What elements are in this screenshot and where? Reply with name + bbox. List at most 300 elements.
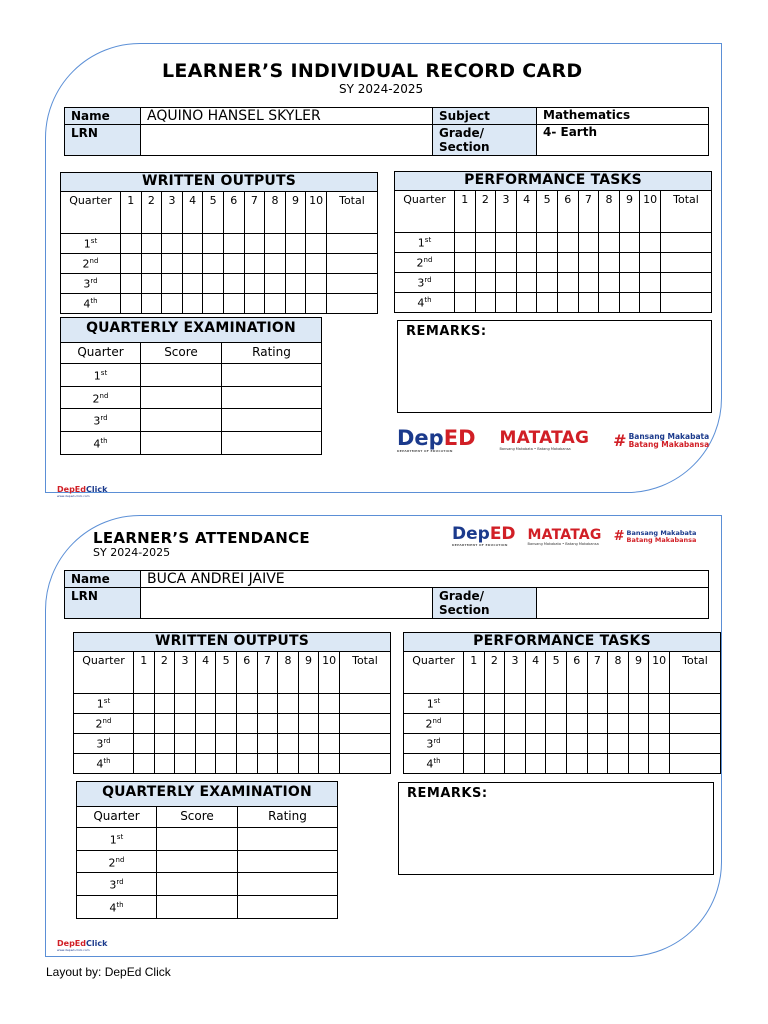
score-cell[interactable] — [154, 754, 175, 774]
score-cell[interactable] — [285, 254, 306, 274]
score-cell[interactable] — [640, 233, 661, 253]
score-cell[interactable] — [525, 694, 546, 714]
score-cell[interactable] — [669, 734, 720, 754]
score-cell[interactable] — [236, 694, 257, 714]
score-cell[interactable] — [484, 734, 505, 754]
score-cell[interactable] — [121, 274, 142, 294]
school-year: SY 2024-2025 — [339, 82, 424, 96]
score-cell[interactable] — [578, 233, 599, 253]
quarter-header: Quarter — [74, 652, 134, 694]
exam-score-cell[interactable] — [157, 850, 238, 873]
total-header: Total — [339, 652, 390, 694]
score-cell[interactable] — [587, 694, 608, 714]
score-cell[interactable] — [141, 294, 162, 314]
logo-group-bottom — [452, 526, 696, 547]
score-cell[interactable] — [578, 293, 599, 313]
score-cell[interactable] — [306, 254, 327, 274]
quarter-label: 3rd — [61, 409, 141, 432]
score-cell[interactable] — [628, 694, 649, 714]
quarter-label: 3rd — [404, 734, 464, 754]
task-number-header: 2 — [154, 652, 175, 694]
score-cell[interactable] — [244, 234, 265, 254]
score-cell[interactable] — [195, 694, 216, 714]
grade-value — [537, 588, 709, 619]
score-cell[interactable] — [195, 714, 216, 734]
exam-rating-cell[interactable] — [238, 850, 338, 873]
task-number-header: 2 — [475, 191, 496, 233]
bansang-makabata-logo: # Bansang Makabata Batang Makabansa — [613, 529, 697, 544]
score-cell[interactable] — [326, 254, 377, 274]
score-cell[interactable] — [236, 754, 257, 774]
exam-column-header: Quarter — [77, 807, 157, 828]
score-cell[interactable] — [599, 233, 620, 253]
score-cell[interactable] — [154, 694, 175, 714]
score-cell[interactable] — [182, 274, 203, 294]
layout-credit: Layout by: DepEd Click — [46, 965, 171, 979]
name-value: BUCA ANDREI JAIVE — [141, 571, 709, 588]
task-number-header: 1 — [455, 191, 476, 233]
performance-tasks-table — [403, 632, 721, 774]
score-cell[interactable] — [175, 694, 196, 714]
remarks-box — [397, 320, 712, 413]
score-cell[interactable] — [195, 734, 216, 754]
score-cell[interactable] — [455, 273, 476, 293]
task-number-header: 8 — [278, 652, 299, 694]
task-number-header: 9 — [619, 191, 640, 233]
school-year: SY 2024-2025 — [93, 546, 171, 559]
quarter-label: 2nd — [74, 714, 134, 734]
score-cell[interactable] — [257, 754, 278, 774]
score-cell[interactable] — [599, 253, 620, 273]
score-cell[interactable] — [484, 714, 505, 734]
score-cell[interactable] — [496, 273, 517, 293]
score-cell[interactable] — [223, 274, 244, 294]
exam-column-header: Score — [141, 343, 222, 364]
score-cell[interactable] — [121, 234, 142, 254]
total-header: Total — [326, 192, 377, 234]
remarks-box — [398, 782, 714, 875]
score-cell[interactable] — [455, 253, 476, 273]
exam-score-cell[interactable] — [157, 873, 238, 896]
score-cell[interactable] — [298, 754, 319, 774]
exam-score-cell[interactable] — [157, 895, 238, 918]
score-cell[interactable] — [265, 274, 286, 294]
quarter-label: 2nd — [395, 253, 455, 273]
score-cell[interactable] — [566, 734, 587, 754]
score-cell[interactable] — [162, 254, 183, 274]
lrn-label: LRN — [65, 588, 141, 619]
name-value: AQUINO HANSEL SKYLER — [141, 108, 433, 125]
score-cell[interactable] — [546, 714, 567, 734]
score-cell[interactable] — [484, 754, 505, 774]
score-cell[interactable] — [608, 694, 629, 714]
score-cell[interactable] — [525, 714, 546, 734]
score-cell[interactable] — [608, 714, 629, 734]
score-cell[interactable] — [154, 714, 175, 734]
score-cell[interactable] — [244, 254, 265, 274]
exam-score-cell[interactable] — [141, 409, 222, 432]
score-cell[interactable] — [121, 294, 142, 314]
score-cell[interactable] — [505, 694, 526, 714]
quarter-label: 4th — [74, 754, 134, 774]
performance-tasks-table — [394, 171, 712, 313]
exam-score-cell[interactable] — [141, 431, 222, 454]
task-number-header: 8 — [265, 192, 286, 234]
score-cell[interactable] — [475, 293, 496, 313]
score-cell[interactable] — [203, 274, 224, 294]
score-cell[interactable] — [326, 294, 377, 314]
quarter-label: 1st — [404, 694, 464, 714]
name-label: Name — [65, 571, 141, 588]
lrn-label: LRN — [65, 125, 141, 156]
name-label: Name — [65, 108, 141, 125]
score-cell[interactable] — [298, 714, 319, 734]
exam-rating-cell[interactable] — [222, 409, 322, 432]
score-cell[interactable] — [162, 274, 183, 294]
quarter-label: 4th — [395, 293, 455, 313]
score-cell[interactable] — [134, 714, 155, 734]
task-number-header: 3 — [162, 192, 183, 234]
task-number-header: 10 — [319, 652, 340, 694]
score-cell[interactable] — [640, 273, 661, 293]
score-cell[interactable] — [546, 734, 567, 754]
task-number-header: 1 — [121, 192, 142, 234]
total-header: Total — [660, 191, 711, 233]
score-cell[interactable] — [464, 694, 485, 714]
score-cell[interactable] — [285, 274, 306, 294]
score-cell[interactable] — [619, 253, 640, 273]
exam-score-cell[interactable] — [141, 364, 222, 387]
score-cell[interactable] — [162, 294, 183, 314]
quarter-label: 3rd — [77, 873, 157, 896]
score-cell[interactable] — [216, 754, 237, 774]
task-number-header: 6 — [223, 192, 244, 234]
score-cell[interactable] — [628, 714, 649, 734]
task-number-header: 8 — [608, 652, 629, 694]
score-cell[interactable] — [257, 714, 278, 734]
score-cell[interactable] — [298, 694, 319, 714]
task-number-header: 5 — [216, 652, 237, 694]
score-cell[interactable] — [525, 734, 546, 754]
score-cell[interactable] — [278, 694, 299, 714]
score-cell[interactable] — [216, 714, 237, 734]
score-cell[interactable] — [455, 233, 476, 253]
task-number-header: 4 — [516, 191, 537, 233]
lrn-value — [141, 125, 433, 156]
score-cell[interactable] — [265, 254, 286, 274]
score-cell[interactable] — [516, 253, 537, 273]
score-cell[interactable] — [505, 734, 526, 754]
deped-logo: DepED DEPARTMENT OF EDUCATION — [397, 426, 476, 453]
score-cell[interactable] — [619, 233, 640, 253]
quarter-label: 3rd — [74, 734, 134, 754]
score-cell[interactable] — [566, 754, 587, 774]
depedclick-watermark: DepEdClick www.deped-click.com — [57, 939, 108, 952]
learner-info-table — [64, 570, 709, 619]
score-cell[interactable] — [475, 273, 496, 293]
task-number-header: 9 — [298, 652, 319, 694]
score-cell[interactable] — [566, 694, 587, 714]
exam-score-cell[interactable] — [141, 386, 222, 409]
task-number-header: 6 — [566, 652, 587, 694]
score-cell[interactable] — [669, 694, 720, 714]
score-cell[interactable] — [660, 233, 711, 253]
quarterly-exam-table — [60, 317, 322, 455]
score-cell[interactable] — [505, 714, 526, 734]
score-cell[interactable] — [298, 734, 319, 754]
quarter-label: 3rd — [395, 273, 455, 293]
card-title: LEARNER’S INDIVIDUAL RECORD CARD — [162, 60, 583, 82]
score-cell[interactable] — [587, 734, 608, 754]
score-cell[interactable] — [516, 233, 537, 253]
score-cell[interactable] — [134, 754, 155, 774]
quarter-label: 2nd — [61, 386, 141, 409]
task-number-header: 2 — [141, 192, 162, 234]
score-cell[interactable] — [587, 714, 608, 734]
matatag-logo: MATATAG Bansang Makabata • Batang Makabansa — [499, 428, 590, 451]
exam-score-cell[interactable] — [157, 828, 238, 851]
score-cell[interactable] — [265, 234, 286, 254]
score-cell[interactable] — [134, 734, 155, 754]
score-cell[interactable] — [278, 754, 299, 774]
score-cell[interactable] — [134, 694, 155, 714]
score-cell[interactable] — [319, 694, 340, 714]
score-cell[interactable] — [326, 234, 377, 254]
score-cell[interactable] — [257, 694, 278, 714]
score-cell[interactable] — [265, 294, 286, 314]
score-cell[interactable] — [306, 294, 327, 314]
score-cell[interactable] — [141, 234, 162, 254]
score-cell[interactable] — [516, 293, 537, 313]
written-outputs-table — [73, 632, 391, 774]
exam-rating-cell[interactable] — [222, 364, 322, 387]
score-cell[interactable] — [319, 734, 340, 754]
task-number-header: 6 — [557, 191, 578, 233]
task-number-header: 3 — [505, 652, 526, 694]
grade-value: 4- Earth — [537, 125, 709, 156]
score-cell[interactable] — [236, 734, 257, 754]
exam-rating-cell[interactable] — [238, 828, 338, 851]
score-cell[interactable] — [141, 254, 162, 274]
exam-rating-cell[interactable] — [238, 873, 338, 896]
task-number-header: 4 — [182, 192, 203, 234]
quarter-header: Quarter — [61, 192, 121, 234]
score-cell[interactable] — [475, 253, 496, 273]
task-number-header: 1 — [134, 652, 155, 694]
score-cell[interactable] — [175, 754, 196, 774]
quarter-label: 4th — [61, 294, 121, 314]
quarter-header: Quarter — [404, 652, 464, 694]
remarks-label: REMARKS: — [407, 786, 488, 801]
score-cell[interactable] — [278, 714, 299, 734]
score-cell[interactable] — [484, 694, 505, 714]
score-cell[interactable] — [223, 234, 244, 254]
score-cell[interactable] — [339, 694, 390, 714]
score-cell[interactable] — [216, 694, 237, 714]
score-cell[interactable] — [587, 754, 608, 774]
section-title: PERFORMANCE TASKS — [404, 633, 721, 652]
score-cell[interactable] — [669, 754, 720, 774]
score-cell[interactable] — [660, 273, 711, 293]
score-cell[interactable] — [578, 273, 599, 293]
exam-column-header: Rating — [238, 807, 338, 828]
task-number-header: 9 — [628, 652, 649, 694]
score-cell[interactable] — [141, 274, 162, 294]
section-title: QUARTERLY EXAMINATION — [61, 318, 322, 343]
task-number-header: 10 — [306, 192, 327, 234]
score-cell[interactable] — [203, 294, 224, 314]
score-cell[interactable] — [496, 233, 517, 253]
score-cell[interactable] — [496, 253, 517, 273]
score-cell[interactable] — [203, 254, 224, 274]
score-cell[interactable] — [475, 233, 496, 253]
subject-value: Mathematics — [537, 108, 709, 125]
deped-logo: DepED DEPARTMENT OF EDUCATION — [452, 524, 516, 547]
learner-info-table — [64, 107, 709, 156]
score-cell[interactable] — [326, 274, 377, 294]
depedclick-watermark: DepEdClick www.deped-click.com — [57, 485, 108, 498]
exam-rating-cell[interactable] — [222, 431, 322, 454]
quarter-label: 4th — [404, 754, 464, 774]
score-cell[interactable] — [669, 714, 720, 734]
score-cell[interactable] — [649, 714, 670, 734]
score-cell[interactable] — [244, 294, 265, 314]
score-cell[interactable] — [649, 754, 670, 774]
score-cell[interactable] — [557, 253, 578, 273]
score-cell[interactable] — [223, 294, 244, 314]
score-cell[interactable] — [599, 273, 620, 293]
quarter-label: 2nd — [61, 254, 121, 274]
quarter-label: 4th — [61, 431, 141, 454]
task-number-header: 10 — [640, 191, 661, 233]
task-number-header: 1 — [464, 652, 485, 694]
score-cell[interactable] — [557, 273, 578, 293]
task-number-header: 9 — [285, 192, 306, 234]
score-cell[interactable] — [566, 714, 587, 734]
quarter-label: 3rd — [61, 274, 121, 294]
score-cell[interactable] — [628, 734, 649, 754]
bansang-makabata-logo: # Bansang Makabata Batang Makabansa — [613, 431, 710, 450]
score-cell[interactable] — [306, 234, 327, 254]
score-cell[interactable] — [236, 714, 257, 734]
score-cell[interactable] — [660, 293, 711, 313]
score-cell[interactable] — [640, 293, 661, 313]
exam-rating-cell[interactable] — [238, 895, 338, 918]
score-cell[interactable] — [182, 254, 203, 274]
quarter-label: 1st — [77, 828, 157, 851]
score-cell[interactable] — [505, 754, 526, 774]
score-cell[interactable] — [537, 253, 558, 273]
score-cell[interactable] — [455, 293, 476, 313]
task-number-header: 8 — [599, 191, 620, 233]
task-number-header: 7 — [578, 191, 599, 233]
score-cell[interactable] — [608, 754, 629, 774]
exam-column-header: Quarter — [61, 343, 141, 364]
score-cell[interactable] — [608, 734, 629, 754]
score-cell[interactable] — [619, 273, 640, 293]
task-number-header: 7 — [587, 652, 608, 694]
task-number-header: 5 — [203, 192, 224, 234]
score-cell[interactable] — [464, 734, 485, 754]
task-number-header: 4 — [525, 652, 546, 694]
score-cell[interactable] — [339, 754, 390, 774]
score-cell[interactable] — [546, 754, 567, 774]
score-cell[interactable] — [537, 293, 558, 313]
score-cell[interactable] — [203, 234, 224, 254]
score-cell[interactable] — [649, 734, 670, 754]
task-number-header: 3 — [175, 652, 196, 694]
score-cell[interactable] — [257, 734, 278, 754]
score-cell[interactable] — [464, 714, 485, 734]
grade-label: Grade/ Section — [433, 125, 537, 156]
score-cell[interactable] — [628, 754, 649, 774]
score-cell[interactable] — [537, 233, 558, 253]
section-title: PERFORMANCE TASKS — [395, 172, 712, 191]
score-cell[interactable] — [244, 274, 265, 294]
quarter-label: 2nd — [77, 850, 157, 873]
score-cell[interactable] — [154, 734, 175, 754]
score-cell[interactable] — [306, 274, 327, 294]
score-cell[interactable] — [285, 294, 306, 314]
score-cell[interactable] — [599, 293, 620, 313]
score-cell[interactable] — [162, 234, 183, 254]
exam-column-header: Score — [157, 807, 238, 828]
score-cell[interactable] — [175, 714, 196, 734]
task-number-header: 5 — [546, 652, 567, 694]
score-cell[interactable] — [496, 293, 517, 313]
quarterly-exam-table — [76, 781, 338, 919]
quarter-label: 1st — [74, 694, 134, 714]
task-number-header: 3 — [496, 191, 517, 233]
task-number-header: 6 — [236, 652, 257, 694]
score-cell[interactable] — [537, 273, 558, 293]
score-cell[interactable] — [175, 734, 196, 754]
score-cell[interactable] — [182, 294, 203, 314]
score-cell[interactable] — [278, 734, 299, 754]
score-cell[interactable] — [660, 253, 711, 273]
task-number-header: 7 — [244, 192, 265, 234]
score-cell[interactable] — [619, 293, 640, 313]
score-cell[interactable] — [640, 253, 661, 273]
score-cell[interactable] — [546, 694, 567, 714]
matatag-logo: MATATAG Bansang Makabata • Batang Makabansa — [527, 526, 602, 546]
score-cell[interactable] — [339, 714, 390, 734]
score-cell[interactable] — [121, 254, 142, 274]
quarter-label: 1st — [395, 233, 455, 253]
task-number-header: 4 — [195, 652, 216, 694]
task-number-header: 7 — [257, 652, 278, 694]
score-cell[interactable] — [578, 253, 599, 273]
score-cell[interactable] — [182, 234, 203, 254]
score-cell[interactable] — [223, 254, 244, 274]
section-title: WRITTEN OUTPUTS — [61, 173, 378, 192]
card-title: LEARNER’S ATTENDANCE — [93, 529, 310, 547]
score-cell[interactable] — [557, 233, 578, 253]
score-cell[interactable] — [557, 293, 578, 313]
written-outputs-table — [60, 172, 378, 314]
score-cell[interactable] — [339, 734, 390, 754]
score-cell[interactable] — [464, 754, 485, 774]
score-cell[interactable] — [285, 234, 306, 254]
score-cell[interactable] — [525, 754, 546, 774]
score-cell[interactable] — [195, 754, 216, 774]
score-cell[interactable] — [649, 694, 670, 714]
score-cell[interactable] — [319, 714, 340, 734]
score-cell[interactable] — [319, 754, 340, 774]
exam-rating-cell[interactable] — [222, 386, 322, 409]
score-cell[interactable] — [516, 273, 537, 293]
score-cell[interactable] — [216, 734, 237, 754]
